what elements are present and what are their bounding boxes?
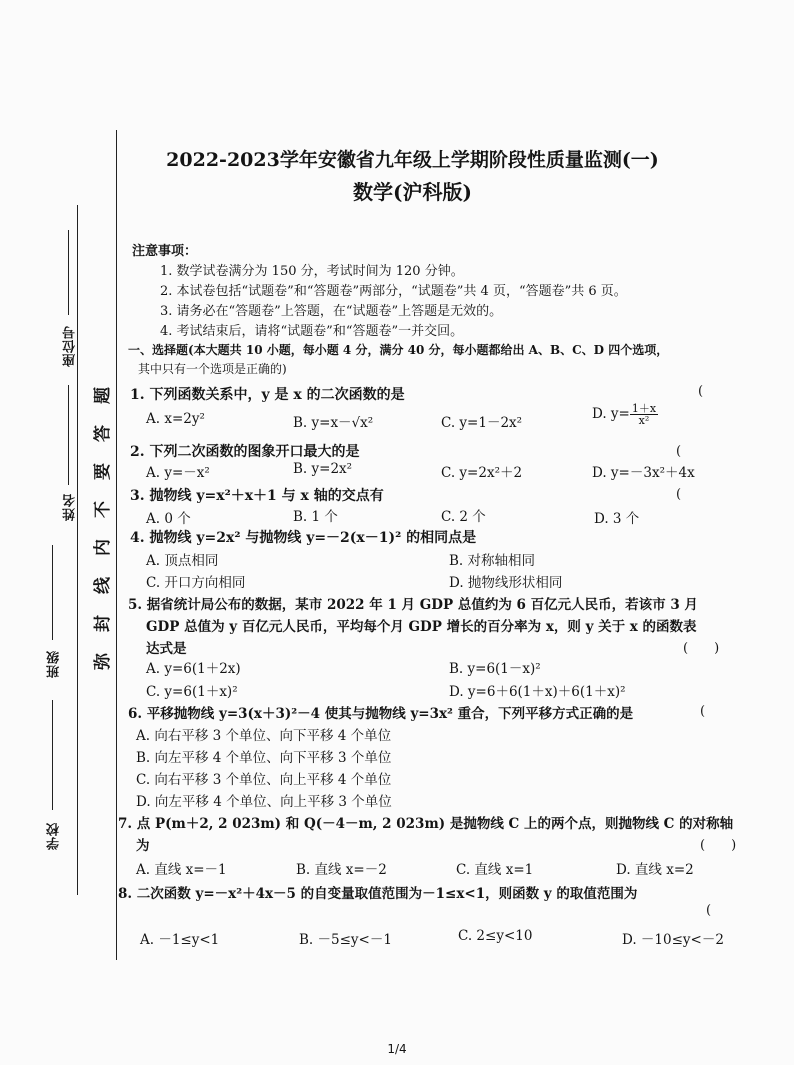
notice-heading: 注意事项： — [132, 244, 198, 259]
seal-char: 题 — [93, 387, 113, 404]
question-3-option-d: D. 3 个 — [594, 511, 640, 527]
question-1-option-c: C. y=1－2x² — [441, 415, 523, 431]
page-number: 1/4 — [387, 1042, 407, 1056]
question-5-stem: 达式是 — [146, 641, 187, 657]
notice-item: 2. 本试卷包括“试题卷”和“答题卷”两部分，“试题卷”共 4 页，“答题卷”共 6 页。 — [160, 284, 627, 299]
seal-char: 线 — [93, 577, 113, 594]
question-5-option-a: A. y=6(1＋2x) — [146, 661, 241, 677]
option-d-prefix: D. y= — [592, 406, 630, 422]
name-blank — [68, 385, 69, 485]
question-2-option-d: D. y=－3x²＋4x — [592, 465, 695, 481]
question-5-stem: GDP 总值为 y 百亿元人民币，平均每个月 GDP 增长的百分率为 x，则 y 关于 x 的函数表 — [146, 619, 697, 635]
answer-paren: ( — [698, 384, 704, 399]
name-label: 姓名 — [63, 493, 78, 521]
seal-char: 内 — [93, 539, 113, 556]
notice-item: 3. 请务必在“答题卷”上答题，在“试题卷”上答题是无效的。 — [160, 304, 503, 319]
question-1-option-b: B. y=x－√x² — [293, 415, 374, 431]
seal-char: 弥 — [93, 653, 113, 670]
question-3-option-c: C. 2 个 — [441, 509, 486, 525]
binding-line-inner — [116, 130, 117, 960]
question-2-stem: 2. 下列二次函数的图象开口最大的是 — [130, 444, 360, 460]
answer-paren: ( — [700, 704, 706, 719]
answer-paren: ( ) — [700, 838, 737, 853]
question-8-option-b: B. －5≤y<－1 — [299, 932, 392, 948]
exam-subtitle: 数学(沪科版) — [353, 180, 472, 204]
answer-paren: ( — [676, 487, 682, 502]
answer-paren: ( — [676, 444, 682, 459]
question-8-option-d: D. －10≤y<－2 — [622, 932, 724, 948]
question-4-stem: 4. 抛物线 y=2x² 与抛物线 y=－2(x－1)² 的相同点是 — [130, 530, 477, 546]
seal-char: 要 — [93, 463, 113, 480]
answer-paren: ( ) — [683, 641, 720, 656]
question-6-option-c: C. 向右平移 3 个单位、向上平移 4 个单位 — [136, 772, 392, 788]
fraction-denominator: x² — [638, 414, 650, 427]
question-5-option-b: B. y=6(1－x)² — [449, 661, 541, 677]
seal-char: 答 — [93, 425, 113, 442]
fraction-numerator: 1＋x — [631, 402, 657, 415]
question-2-option-b: B. y=2x² — [293, 461, 353, 477]
seal-char: 封 — [93, 615, 113, 632]
seat-number-blank — [68, 230, 69, 315]
section-heading: 一、选择题(本大题共 10 小题，每小题 4 分，满分 40 分，每小题都给出 A、B、C、D 四个选项， — [128, 343, 669, 357]
question-3-stem: 3. 抛物线 y=x²＋x＋1 与 x 轴的交点有 — [130, 488, 384, 504]
notice-item: 1. 数学试卷满分为 150 分，考试时间为 120 分钟。 — [160, 264, 464, 279]
class-label: 班级 — [47, 650, 62, 678]
exam-title: 2022-2023学年安徽省九年级上学期阶段性质量监测(一) — [166, 149, 659, 171]
question-7-option-a: A. 直线 x=－1 — [136, 862, 227, 878]
school-label: 学校 — [47, 822, 62, 850]
question-1-stem: 1. 下列函数关系中，y 是 x 的二次函数的是 — [130, 387, 405, 403]
question-7-option-c: C. 直线 x=1 — [456, 862, 534, 878]
question-6-option-d: D. 向左平移 4 个单位、向上平移 3 个单位 — [136, 794, 392, 810]
question-5-option-d: D. y=6＋6(1＋x)＋6(1＋x)² — [449, 684, 626, 700]
answer-paren: ( — [706, 903, 712, 918]
question-4-option-b: B. 对称轴相同 — [449, 553, 536, 569]
question-3-option-b: B. 1 个 — [293, 509, 338, 525]
question-8-option-a: A. －1≤y<1 — [140, 932, 220, 948]
question-4-option-c: C. 开口方向相同 — [146, 575, 246, 591]
notice-item: 4. 考试结束后，请将“试题卷”和“答题卷”一并交回。 — [160, 324, 464, 339]
section-heading-cont: 其中只有一个选项是正确的) — [138, 362, 287, 376]
question-2-option-c: C. y=2x²＋2 — [441, 465, 523, 481]
class-blank — [52, 545, 53, 640]
question-5-option-c: C. y=6(1＋x)² — [146, 684, 238, 700]
question-8-stem: 8. 二次函数 y=－x²＋4x－5 的自变量取值范围为－1≤x<1，则函数 y 的取值范围为 — [118, 886, 638, 902]
question-1-option-a: A. x=2y² — [146, 411, 205, 427]
question-6-stem: 6. 平移抛物线 y=3(x＋3)²－4 使其与抛物线 y=3x² 重合，下列平移方式正确的是 — [128, 706, 634, 722]
seal-char: 不 — [93, 501, 113, 518]
school-blank — [52, 700, 53, 810]
seat-number-label: 座位号 — [63, 325, 78, 367]
question-8-option-c: C. 2≤y<10 — [458, 928, 533, 944]
question-1-option-d — [592, 403, 658, 426]
question-3-option-a: A. 0 个 — [146, 511, 191, 527]
question-7-option-d: D. 直线 x=2 — [616, 862, 694, 878]
question-6-option-a: A. 向右平移 3 个单位、向下平移 4 个单位 — [136, 728, 392, 744]
binding-line-outer — [77, 205, 78, 895]
question-7-stem: 7. 点 P(m＋2, 2 023m) 和 Q(－4－m, 2 023m) 是抛物线 C 上的两个点，则抛物线 C 的对称轴 — [118, 816, 734, 832]
question-7-option-b: B. 直线 x=－2 — [296, 862, 387, 878]
question-2-option-a: A. y=－x² — [146, 465, 210, 481]
question-7-stem: 为 — [136, 838, 150, 854]
question-6-option-b: B. 向左平移 4 个单位、向下平移 3 个单位 — [136, 750, 392, 766]
question-5-stem: 5. 据省统计局公布的数据，某市 2022 年 1 月 GDP 总值约为 6 百亿元人民币，若该市 3 月 — [128, 597, 698, 613]
question-4-option-d: D. 抛物线形状相同 — [449, 575, 563, 591]
fraction — [630, 403, 658, 426]
question-4-option-a: A. 顶点相同 — [146, 553, 219, 569]
